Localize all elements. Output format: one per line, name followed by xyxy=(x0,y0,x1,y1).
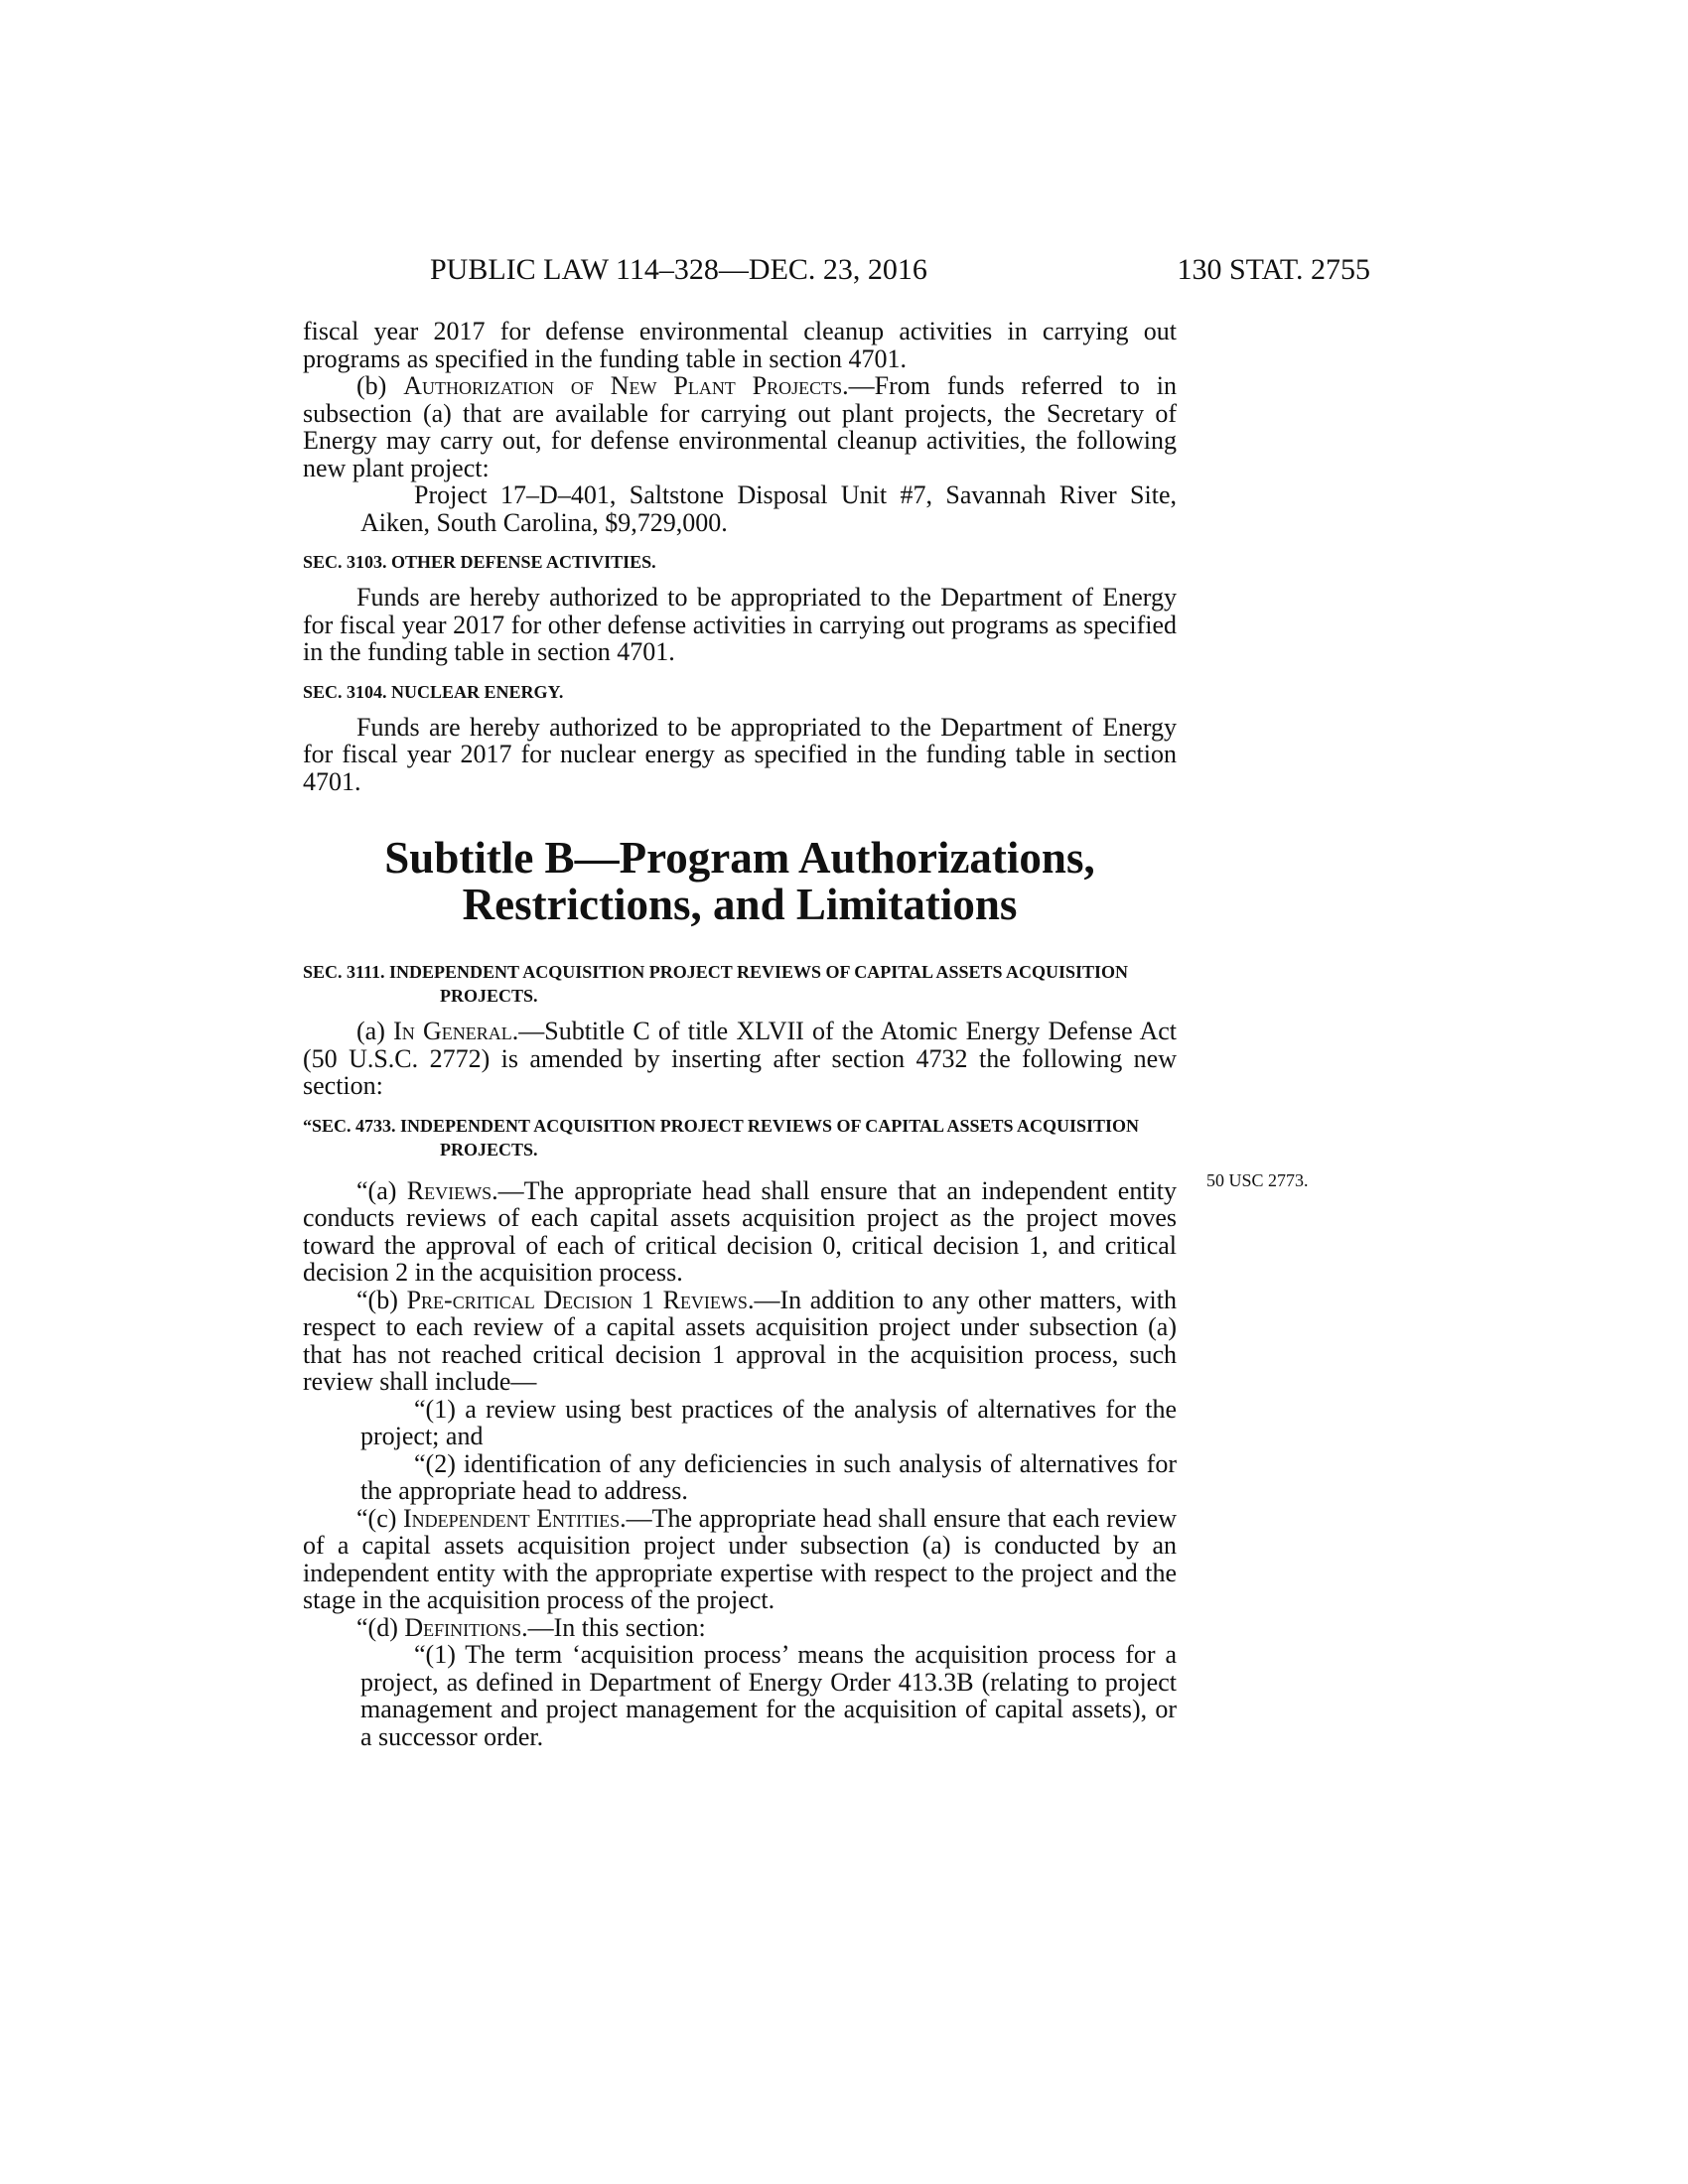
margin-note-usc: 50 USC 2773. xyxy=(1206,1170,1309,1190)
paragraph-heading: Reviews xyxy=(406,1175,492,1205)
paragraph-heading: Independent Entities xyxy=(403,1503,621,1533)
body-text xyxy=(303,318,1177,1750)
paragraph-d1: “(1) The term ‘acquisition process’ means the acquisition process for a project, as defined in Department of Energy Order 413.3B (relating to project management and project management for the acquisition of capital assets), or a successor order. xyxy=(360,1640,1177,1751)
section-3104-text: Funds are hereby authorized to be appropriated to the Department of Energy for fiscal year 2017 for nuclear energy as specified in the funding table in section 4701. xyxy=(303,712,1177,796)
section-3111-a: (a) In General.—Subtitle C of title XLVII of the Atomic Energy Defense Act (50 U.S.C. 2772) is amended by inserting after section 4732 the following new section: xyxy=(303,1017,1177,1100)
section-heading-3103: SEC. 3103. OTHER DEFENSE ACTIVITIES. xyxy=(303,552,656,572)
section-heading-4733: “SEC. 4733. INDEPENDENT ACQUISITION PROJECT REVIEWS OF CAPITAL ASSETS ACQUISITION PROJECTS. xyxy=(303,1115,1140,1160)
project-item: Project 17–D–401, Saltstone Disposal Unit #7, Savannah River Site, Aiken, South Carolina, $9,729,000. xyxy=(360,480,1177,537)
section-heading-3104: SEC. 3104. NUCLEAR ENERGY. xyxy=(303,681,564,702)
subsection-b-pre-critical: “(b) Pre-critical Decision 1 Reviews.—In addition to any other matters, with respect to each review of a capital assets acquisition project under subsection (a) that has not reached critical decision 1 approval in the acquisition process, such review shall include— xyxy=(303,1285,1178,1396)
public-law-title: PUBLIC LAW 114–328—DEC. 23, 2016 xyxy=(430,253,927,286)
section-heading-3111: SEC. 3111. INDEPENDENT ACQUISITION PROJECT REVIEWS OF CAPITAL ASSETS ACQUISITION PROJECTS. xyxy=(303,962,1129,1006)
stat-page-number: 130 STAT. 2755 xyxy=(1177,253,1370,286)
subsection-a-reviews: “(a) Reviews.—The appropriate head shall ensure that an independent entity conducts reviews of each capital assets acquisition project as the project moves toward the approval of each of critical decision 0, critical decision 1, and critical decision 2 in the acquisition process. xyxy=(303,1175,1177,1287)
running-head xyxy=(298,250,1370,290)
paragraph-continuation: fiscal year 2017 for defense environmental cleanup activities in carrying out programs as specified in the funding table in section 4701. xyxy=(303,317,1177,373)
paragraph-b-new-plant-projects: (b) Authorization of New Plant Projects.—From funds referred to in subsection (a) that are available for carrying out plant projects, the Secretary of Energy may carry out, for defense environmental cleanup activities, the following new plant project: xyxy=(303,371,1177,482)
subsection-c-independent-entities: “(c) Independent Entities.—The appropriate head shall ensure that each review of a capital assets acquisition project under subsection (a) is conducted by an independent entity with the appropriate expertise with respect to the project and the stage in the acquisition process of the project. xyxy=(303,1503,1177,1614)
paragraph-b1: “(1) a review using best practices of the analysis of alternatives for the project; and xyxy=(360,1394,1177,1450)
paragraph-b2: “(2) identification of any deficiencies in such analysis of alternatives for the appropriate head to address. xyxy=(360,1448,1177,1505)
paragraph-heading: Authorization of New Plant Projects xyxy=(403,371,843,400)
subtitle-heading: Subtitle B—Program Authorizations, Restrictions, and Limitations xyxy=(384,833,1095,929)
subsection-d-definitions: “(d) Definitions.—In this section: xyxy=(356,1612,706,1642)
paragraph-heading: Pre-critical Decision 1 Reviews xyxy=(406,1285,748,1314)
section-3103-text: Funds are hereby authorized to be appropriated to the Department of Energy for fiscal year 2017 for other defense activities in carrying out programs as specified in the funding table in section 4701. xyxy=(303,583,1177,666)
paragraph-heading: Definitions xyxy=(404,1612,522,1642)
paragraph-heading: In General xyxy=(393,1017,512,1045)
